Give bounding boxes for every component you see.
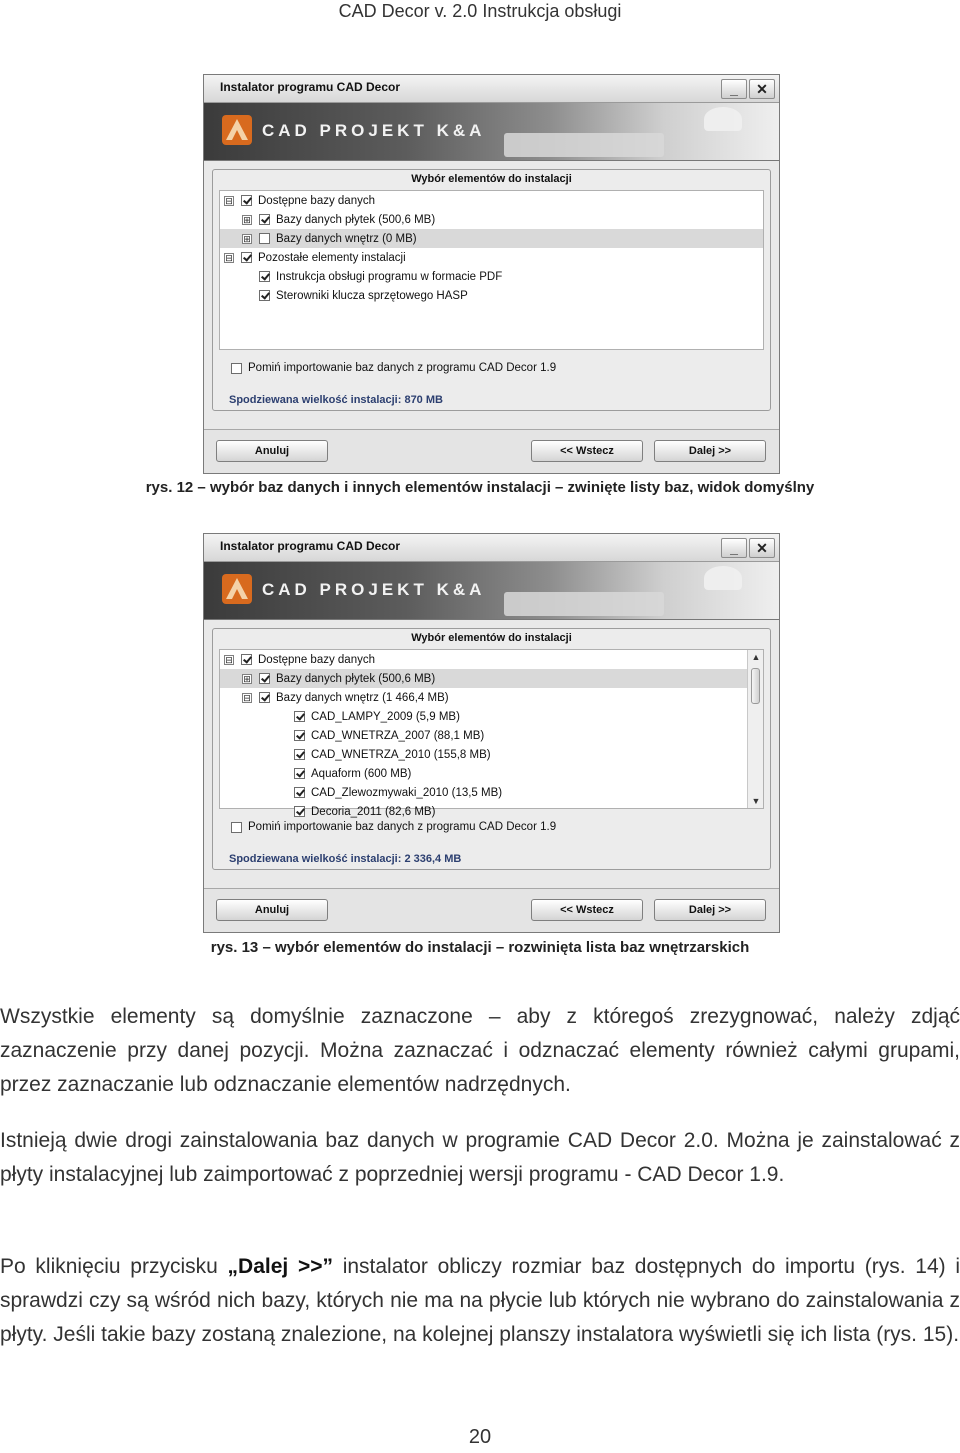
item-checkbox[interactable] xyxy=(294,749,305,760)
expand-toggle-icon[interactable]: ⊞ xyxy=(243,233,251,244)
tree-item[interactable] xyxy=(220,707,747,726)
tree-item-label: Pozostałe elementy instalacji xyxy=(258,251,406,264)
brand-banner xyxy=(204,562,779,620)
installer-window-collapsed xyxy=(203,74,780,474)
item-checkbox[interactable] xyxy=(259,233,270,244)
tree-indent xyxy=(242,291,252,301)
expected-size: Spodziewana wielkość instalacji: 870 MB xyxy=(229,394,443,406)
tree-item-label: CAD_Zlewozmywaki_2010 (13,5 MB) xyxy=(311,786,503,799)
figure-caption-12: rys. 12 – wybór baz danych i innych elementów instalacji – zwinięte listy baz, widok domyślny xyxy=(145,479,815,496)
banner-sofa-image xyxy=(504,133,664,157)
tree-indent xyxy=(242,272,252,282)
tree-item[interactable] xyxy=(220,191,763,210)
tree-item-label: Bazy danych wnętrz (1 466,4 MB) xyxy=(276,691,449,704)
tree-indent xyxy=(277,788,287,798)
minimize-button[interactable]: _ xyxy=(721,79,747,99)
title-bar xyxy=(204,75,779,103)
selection-group xyxy=(212,169,771,411)
scroll-thumb[interactable] xyxy=(751,668,760,704)
figure-caption-13: rys. 13 – wybór elementów do instalacji – rozwinięta lista baz wnętrzarskich xyxy=(210,939,750,956)
banner-sofa-image xyxy=(504,592,664,616)
minimize-button[interactable]: _ xyxy=(721,538,747,558)
company-logo-icon xyxy=(220,572,254,606)
skip-import-checkbox[interactable] xyxy=(231,822,242,833)
banner-lamp-image xyxy=(704,107,742,131)
tree-item-label: Bazy danych płytek (500,6 MB) xyxy=(276,213,436,226)
item-checkbox[interactable] xyxy=(294,787,305,798)
tree-item[interactable] xyxy=(220,764,747,783)
tree-item[interactable] xyxy=(220,210,763,229)
expand-toggle-icon[interactable]: ⊟ xyxy=(225,252,233,263)
window-title: Instalator programu CAD Decor xyxy=(220,539,401,553)
tree-indent xyxy=(277,712,287,722)
tree-item-label: Decoria_2011 (82,6 MB) xyxy=(311,805,436,818)
tree-indent xyxy=(277,807,287,817)
back-button[interactable]: << Wstecz xyxy=(531,440,643,462)
item-checkbox[interactable] xyxy=(241,654,252,665)
item-checkbox[interactable] xyxy=(294,730,305,741)
tree-indent xyxy=(277,750,287,760)
item-checkbox[interactable] xyxy=(294,711,305,722)
cancel-button[interactable]: Anuluj xyxy=(216,899,328,921)
expand-toggle-icon[interactable]: ⊞ xyxy=(243,214,251,225)
item-checkbox[interactable] xyxy=(294,806,305,817)
tree-item-label: Instrukcja obsługi programu w formacie PDF xyxy=(276,270,503,283)
skip-import-label: Pomiń importowanie baz danych z programu CAD Decor 1.9 xyxy=(248,821,557,833)
tree-item[interactable] xyxy=(220,229,763,248)
tree-item[interactable] xyxy=(220,267,763,286)
tree-item[interactable] xyxy=(220,726,747,745)
tree-scrollbar[interactable] xyxy=(747,650,763,808)
skip-import-option[interactable] xyxy=(213,360,770,376)
scroll-down-icon[interactable]: ▼ xyxy=(751,796,761,806)
close-button[interactable]: ✕ xyxy=(749,538,775,558)
tree-item-label: Bazy danych płytek (500,6 MB) xyxy=(276,672,436,685)
skip-import-option[interactable] xyxy=(213,819,770,835)
tree-item[interactable] xyxy=(220,688,747,707)
group-title: Wybór elementów do instalacji xyxy=(411,173,572,185)
paragraph-next-step xyxy=(0,1250,960,1352)
tree-item[interactable] xyxy=(220,783,747,802)
brand-name: CAD PROJEKT K&A xyxy=(262,580,486,599)
expand-toggle-icon[interactable]: ⊟ xyxy=(225,195,233,206)
tree-item[interactable] xyxy=(220,248,763,267)
item-checkbox[interactable] xyxy=(241,195,252,206)
page-header: CAD Decor v. 2.0 Instrukcja obsługi xyxy=(338,1,622,21)
paragraph-text: instalator obliczy rozmiar baz dostępnych do importu (rys. 14) i sprawdzi czy są wśród nich bazy, których nie ma na płycie lub których nie wybrano do zainstalowania z płyty. Jeśli takie bazy zostaną znalezione, na kolejnej planszy instalatora wyświetli się ich lista (rys. 15). xyxy=(0,1255,960,1346)
title-bar xyxy=(204,534,779,562)
tree-item-label: CAD_WNETRZA_2010 (155,8 MB) xyxy=(311,748,491,761)
item-checkbox[interactable] xyxy=(241,252,252,263)
paragraph-install-paths: Istnieją dwie drogi zainstalowania baz danych w programie CAD Decor 2.0. Można je zainstalować z płyty instalacyjnej lub zaimportować z poprzedniej wersji programu - CAD Decor 1.9. xyxy=(0,1129,960,1186)
paragraph-selection: Wszystkie elementy są domyślnie zaznaczone – aby z któregoś zrezygnować, należy zdjąć zaznaczenie przy danej pozycji. Można zaznaczać i odznaczać elementy również całymi grupami, przez zaznaczanie lub odznaczanie elementów nadrzędnych. xyxy=(0,1005,960,1096)
button-bar xyxy=(204,429,779,473)
next-button[interactable]: Dalej >> xyxy=(654,440,766,462)
brand-banner xyxy=(204,103,779,161)
tree-item[interactable] xyxy=(220,745,747,764)
expand-toggle-icon[interactable]: ⊟ xyxy=(243,692,251,703)
tree-indent xyxy=(277,731,287,741)
selection-group xyxy=(212,628,771,870)
brand-name: CAD PROJEKT K&A xyxy=(262,121,486,140)
scroll-up-icon[interactable]: ▲ xyxy=(751,652,761,662)
component-tree xyxy=(219,190,764,350)
banner-lamp-image xyxy=(704,566,742,590)
item-checkbox[interactable] xyxy=(259,271,270,282)
page-number: 20 xyxy=(468,1426,492,1448)
cancel-button[interactable]: Anuluj xyxy=(216,440,328,462)
tree-item-label: CAD_LAMPY_2009 (5,9 MB) xyxy=(311,710,460,723)
installer-window-expanded xyxy=(203,533,780,933)
tree-item[interactable] xyxy=(220,650,747,669)
expand-toggle-icon[interactable]: ⊟ xyxy=(225,654,233,665)
close-button[interactable]: ✕ xyxy=(749,79,775,99)
component-tree xyxy=(219,649,764,818)
skip-import-label: Pomiń importowanie baz danych z programu CAD Decor 1.9 xyxy=(248,362,557,374)
tree-item-label: Bazy danych wnętrz (0 MB) xyxy=(276,232,417,245)
next-button-reference: „Dalej >>” xyxy=(227,1255,333,1278)
window-title: Instalator programu CAD Decor xyxy=(220,80,401,94)
tree-item-label: CAD_WNETRZA_2007 (88,1 MB) xyxy=(311,729,485,742)
item-checkbox[interactable] xyxy=(259,290,270,301)
tree-item-label: Dostępne bazy danych xyxy=(258,194,375,207)
paragraph-text: Po kliknięciu przycisku xyxy=(0,1255,228,1278)
tree-item-label: Dostępne bazy danych xyxy=(258,653,375,666)
tree-item-label: Sterowniki klucza sprzętowego HASP xyxy=(276,289,468,302)
button-bar xyxy=(204,888,779,932)
tree-item[interactable] xyxy=(220,286,763,305)
next-button[interactable]: Dalej >> xyxy=(654,899,766,921)
group-title: Wybór elementów do instalacji xyxy=(411,632,572,644)
tree-item-label: Aquaform (600 MB) xyxy=(311,767,412,780)
item-checkbox[interactable] xyxy=(259,692,270,703)
tree-indent xyxy=(277,769,287,779)
item-checkbox[interactable] xyxy=(259,214,270,225)
expected-size: Spodziewana wielkość instalacji: 2 336,4 MB xyxy=(229,853,462,865)
skip-import-checkbox[interactable] xyxy=(231,363,242,374)
back-button[interactable]: << Wstecz xyxy=(531,899,643,921)
item-checkbox[interactable] xyxy=(294,768,305,779)
expand-toggle-icon[interactable]: ⊞ xyxy=(243,673,251,684)
company-logo-icon xyxy=(220,113,254,147)
item-checkbox[interactable] xyxy=(259,673,270,684)
tree-item[interactable] xyxy=(220,802,747,821)
tree-item[interactable] xyxy=(220,669,747,688)
